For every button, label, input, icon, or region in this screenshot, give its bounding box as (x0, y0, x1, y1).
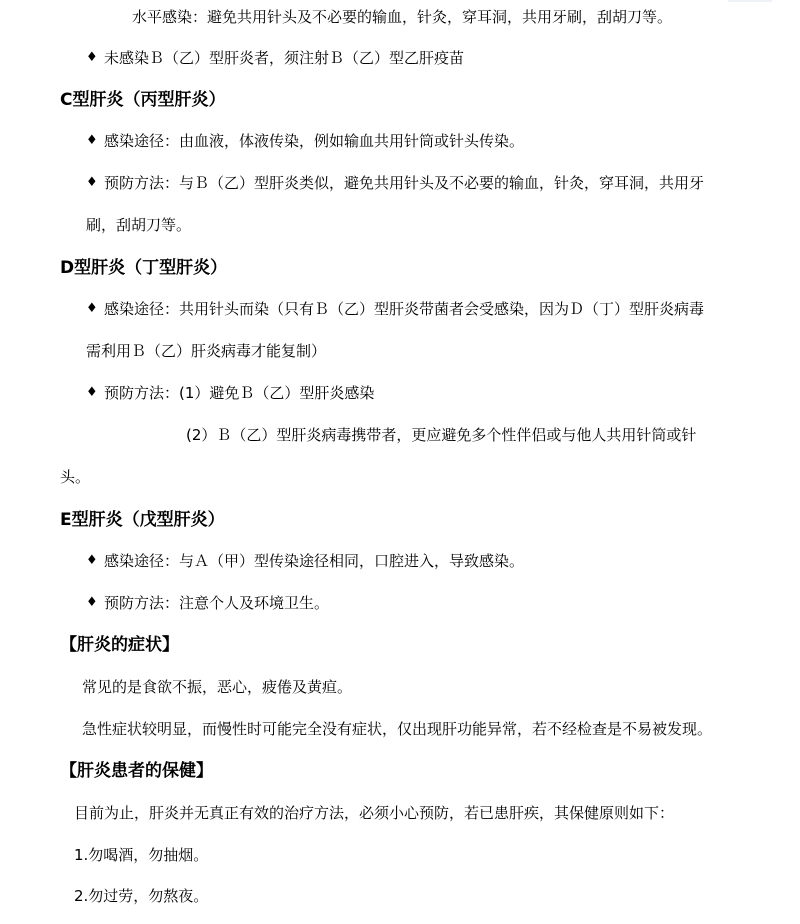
d-route-text: 感染途径：共用针头而染（只有Ｂ（乙）型肝炎带菌者会受感染，因为Ｄ（丁）型肝炎病毒 (104, 300, 705, 318)
care-item-1: 1.勿喝酒，勿抽烟。 (74, 846, 209, 864)
e-prevent-item (86, 592, 329, 614)
d-prevent-text: 预防方法：(1）避免Ｂ（乙）型肝炎感染 (104, 384, 375, 402)
bullet-icon: ♦ (86, 301, 98, 316)
e-route-text: 感染途径：与Ａ（甲）型传染途径相同，口腔进入，导致感染。 (104, 552, 525, 570)
corner-mark (728, 0, 772, 2)
c-prevent-text: 预防方法：与Ｂ（乙）型肝炎类似，避免共用针头及不必要的输血，针灸，穿耳洞，共用牙 (104, 174, 705, 192)
d-prevent-continued: 头。 (60, 468, 91, 486)
e-heading: E型肝炎（戊型肝炎） (60, 510, 225, 530)
symptoms-paragraph-1: 常见的是食欲不振，恶心，疲倦及黄疸。 (82, 678, 353, 696)
bullet-icon: ♦ (86, 385, 98, 400)
d-route-continued: 需利用Ｂ（乙）肝炎病毒才能复制） (86, 342, 327, 360)
e-route-item (86, 550, 524, 572)
d-prevent-item (86, 382, 374, 404)
c-prevent-continued: 刷，刮胡刀等。 (86, 216, 192, 234)
symptoms-paragraph-2: 急性症状较明显，而慢性时可能完全没有症状，仅出现肝功能异常，若不经检查是不易被发现。 (82, 720, 713, 738)
bullet-icon: ♦ (86, 175, 98, 190)
d-heading: D型肝炎（丁型肝炎） (60, 258, 228, 278)
b-vaccine-text: 未感染Ｂ（乙）型肝炎者，须注射Ｂ（乙）型乙肝疫苗 (104, 49, 465, 67)
c-route-item (86, 130, 524, 152)
bullet-icon: ♦ (86, 133, 98, 148)
d-prevent-item-2: (2）Ｂ（乙）型肝炎病毒携带者，更应避免多个性伴侣或与他人共用针筒或针 (186, 426, 697, 444)
c-route-text: 感染途径：由血液，体液传染，例如输血共用针筒或针头传染。 (104, 132, 525, 150)
bullet-icon: ♦ (86, 595, 98, 610)
b-prevention-continued: 水平感染：避免共用针头及不必要的输血，针灸，穿耳洞，共用牙刷，刮胡刀等。 (132, 8, 673, 26)
e-prevent-text: 预防方法：注意个人及环境卫生。 (104, 594, 330, 612)
c-heading: C型肝炎（丙型肝炎） (60, 90, 226, 110)
care-intro: 目前为止，肝炎并无真正有效的治疗方法，必须小心预防，若已患肝疾，其保健原则如下： (74, 804, 675, 822)
bullet-icon: ♦ (86, 50, 98, 65)
care-heading: 【肝炎患者的保健】 (60, 761, 213, 781)
b-vaccine-item (86, 47, 464, 69)
symptoms-heading: 【肝炎的症状】 (60, 635, 179, 655)
d-route-item (86, 298, 704, 320)
bullet-icon: ♦ (86, 553, 98, 568)
care-item-2: 2.勿过劳，勿熬夜。 (74, 887, 209, 905)
c-prevent-item (86, 172, 704, 194)
